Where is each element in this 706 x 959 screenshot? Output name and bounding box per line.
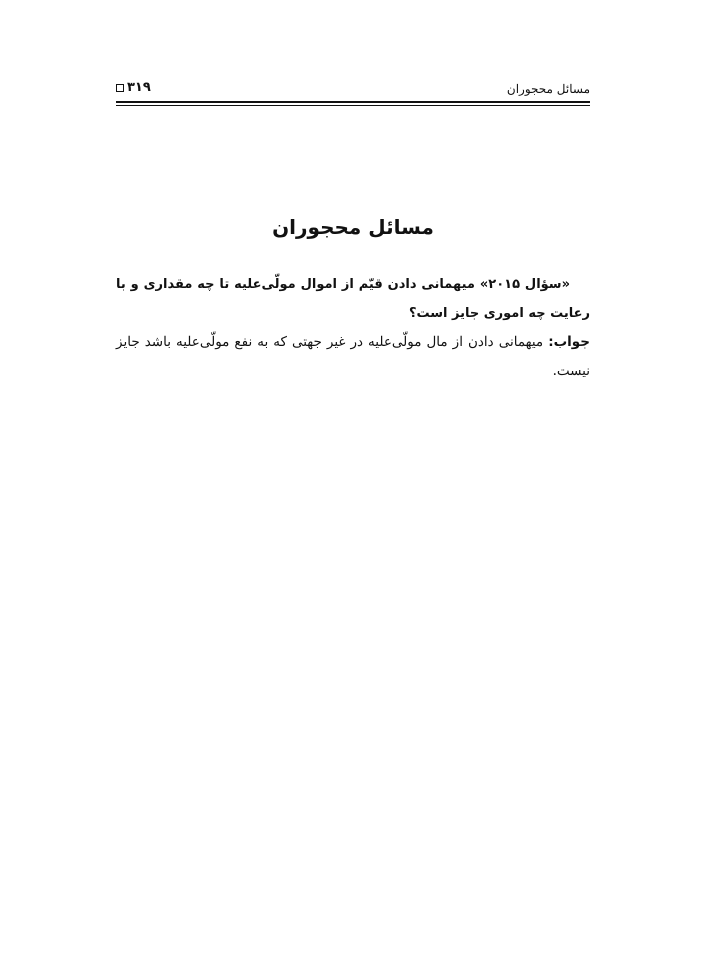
answer-label: جواب: (548, 334, 590, 350)
question-label: «سؤال ۲۰۱۵» (479, 277, 570, 292)
square-icon (116, 84, 124, 92)
page-number: ۳۱۹ (127, 80, 151, 95)
page-number-block (116, 80, 151, 95)
header-rule-thick (116, 101, 590, 103)
question-text: میهمانی دادن قیّم از اموال مولّی‌علیه تا چه مقداری و با رعایت چه اموری جایز است؟ (116, 277, 590, 321)
body-text (116, 270, 590, 386)
question-paragraph (116, 270, 590, 328)
running-title: مسائل محجوران (506, 82, 590, 96)
answer-text: میهمانی دادن از مال مولّی‌علیه در غیر جهتی که به نفع مولّی‌علیه باشد جایز نیست. (116, 334, 590, 379)
chapter-title: مسائل محجوران (272, 215, 434, 239)
header-rule-thin (116, 105, 590, 106)
answer-paragraph (116, 328, 590, 386)
page-header (116, 80, 590, 102)
